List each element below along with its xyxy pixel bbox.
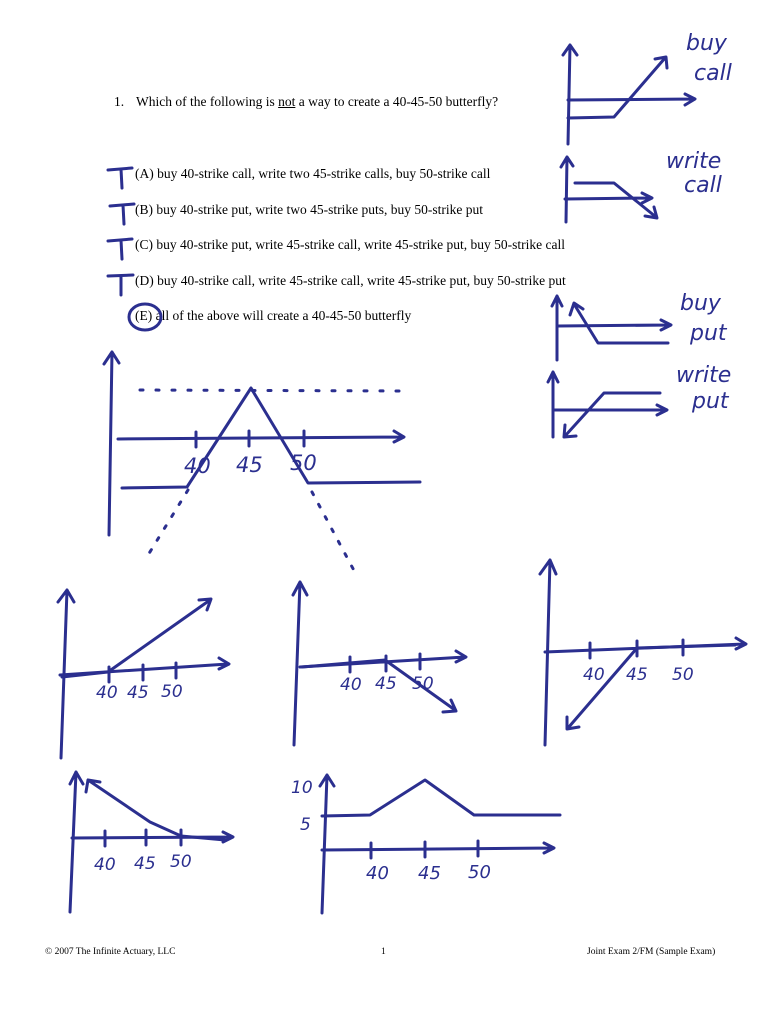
g3-strike-40: 40 xyxy=(583,665,605,685)
buy-call-graph xyxy=(563,31,732,144)
option-d: (D) buy 40-strike call, write 45-strike call, write 45-strike put, buy 50-strike put xyxy=(135,273,566,288)
footer-page-number: 1 xyxy=(381,947,386,957)
small-graph-butterfly-result xyxy=(291,775,560,913)
question-text-before: Which of the following is xyxy=(136,94,279,109)
g4-strike-40: 40 xyxy=(94,855,116,875)
question-number: 1. xyxy=(114,94,125,109)
g4-strike-45: 45 xyxy=(134,854,156,874)
g5-strike-50: 50 xyxy=(468,862,491,883)
write-call-label-2: call xyxy=(684,173,722,198)
butterfly-main-graph xyxy=(104,352,420,578)
write-put-label-2: put xyxy=(692,389,729,414)
main-strike-50: 50 xyxy=(290,451,317,475)
buy-put-label-1: buy xyxy=(680,291,721,316)
circle-option-e xyxy=(129,304,161,330)
small-graph-short-calls xyxy=(293,582,466,745)
true-mark-c xyxy=(108,239,132,259)
main-strike-40: 40 xyxy=(184,454,211,478)
true-mark-b xyxy=(110,204,134,224)
g2-strike-50: 50 xyxy=(412,674,434,694)
option-c: (C) buy 40-strike put, write 45-strike call, write 45-strike put, buy 50-strike call xyxy=(135,237,566,252)
write-put-label-1: write xyxy=(676,363,732,388)
write-put-graph xyxy=(548,363,731,437)
option-a: (A) buy 40-strike call, write two 45-strike calls, buy 50-strike call xyxy=(135,166,491,181)
true-mark-d xyxy=(108,275,133,295)
question-text-after: a way to create a 40-45-50 butterfly? xyxy=(295,94,499,109)
g3-strike-45: 45 xyxy=(626,665,648,685)
buy-call-label-1: buy xyxy=(686,31,727,56)
main-strike-45: 45 xyxy=(236,453,263,477)
small-graph-long-put xyxy=(70,772,233,912)
buy-put-label-2: put xyxy=(690,321,727,346)
g4-strike-50: 50 xyxy=(170,852,192,872)
g1-strike-40: 40 xyxy=(96,683,118,703)
question-text-underlined: not xyxy=(278,94,296,109)
g3-strike-50: 50 xyxy=(672,665,694,685)
option-e: (E) all of the above will create a 40-45-50 butterfly xyxy=(135,308,412,323)
buy-put-graph xyxy=(552,291,728,360)
small-graph-long-call xyxy=(58,590,229,758)
g2-strike-40: 40 xyxy=(340,675,362,695)
option-b: (B) buy 40-strike put, write two 45-strike puts, buy 50-strike put xyxy=(135,202,483,217)
g5-strike-40: 40 xyxy=(366,863,389,884)
footer-exam-title: Joint Exam 2/FM (Sample Exam) xyxy=(587,947,716,957)
footer-copyright: © 2007 The Infinite Actuary, LLC xyxy=(45,947,176,957)
g1-strike-45: 45 xyxy=(127,683,149,703)
buy-call-label-2: call xyxy=(694,61,732,86)
write-call-graph xyxy=(561,149,722,222)
g2-strike-45: 45 xyxy=(375,674,397,694)
write-call-label-1: write xyxy=(666,149,722,174)
small-graph-written-put xyxy=(540,560,746,745)
g5-strike-45: 45 xyxy=(418,863,441,884)
g1-strike-50: 50 xyxy=(161,682,183,702)
true-marks xyxy=(108,168,134,295)
g5-ylabel-10: 10 xyxy=(291,778,313,798)
true-mark-a xyxy=(108,168,132,188)
g5-ylabel-5: 5 xyxy=(300,815,311,835)
